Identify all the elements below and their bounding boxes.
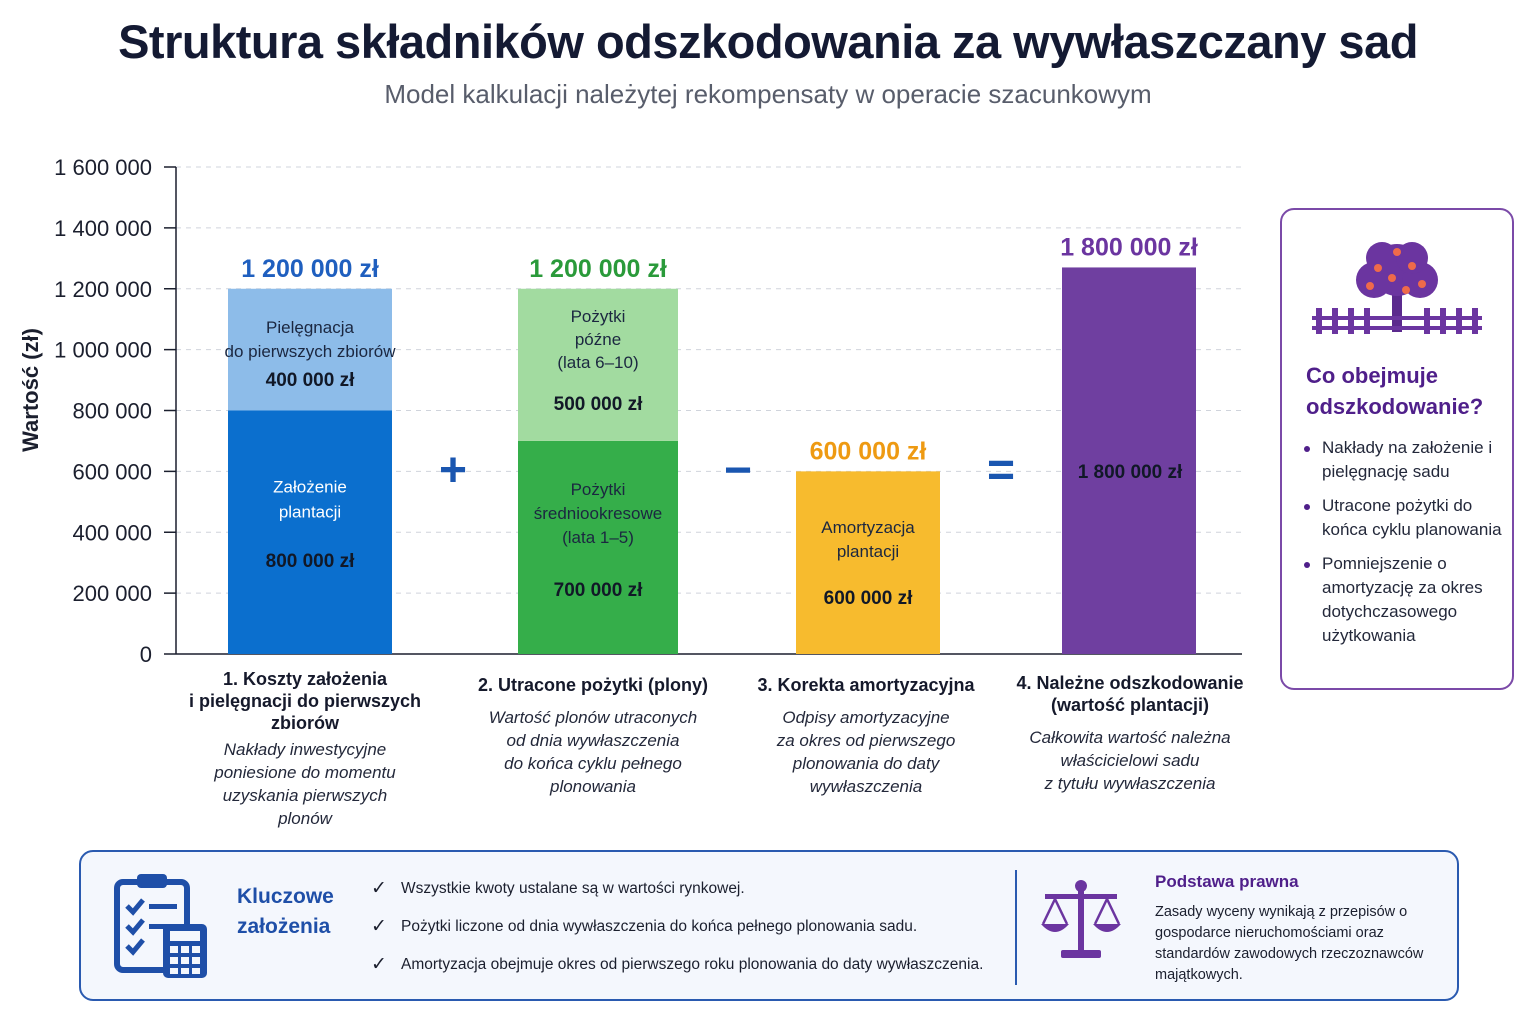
category-3-title: 3. Korekta amortyzacyjna <box>757 675 975 695</box>
operator-sign: + <box>438 444 468 497</box>
bar-segment <box>1062 267 1196 654</box>
assumptions-heading: Kluczowe założenia <box>237 885 334 938</box>
tree-fence-icon <box>1312 236 1482 336</box>
y-tick-label: 200 000 <box>72 581 152 607</box>
category-3 <box>746 674 986 798</box>
list-item <box>371 878 983 916</box>
segment-value: 700 000 zł <box>553 580 643 601</box>
segment-value: 400 000 zł <box>265 370 355 391</box>
y-tick-label: 0 <box>139 642 152 667</box>
clipboard-calculator-icon <box>113 870 213 980</box>
list-item: Utracone pożytki do końca cyklu planowania <box>1300 494 1510 542</box>
category-1-desc: Nakłady inwestycyjne poniesione do momentu uzyskania pierwszych plonów <box>214 740 396 828</box>
side-panel <box>1280 208 1514 690</box>
segment-value: 500 000 zł <box>553 394 643 415</box>
scales-icon <box>1041 878 1121 962</box>
side-panel-list <box>1300 436 1510 658</box>
check-icon: ✓ <box>371 916 387 937</box>
check-icon: ✓ <box>371 954 387 975</box>
category-2-title: 2. Utracone pożytki (plony) <box>477 675 709 695</box>
y-tick-label: 1 200 000 <box>54 276 152 302</box>
legal-heading: Podstawa prawna <box>1155 872 1299 891</box>
list-item: Nakłady na założenie i pielęgnację sadu <box>1300 436 1510 484</box>
y-tick-label: 1 000 000 <box>54 337 152 363</box>
y-axis-title: Wartość (zł) <box>18 328 43 452</box>
category-1 <box>180 668 430 830</box>
category-2-desc: Wartość plonów utraconych od dnia wywłaszczenia do końca cyklu pełnego plonowania <box>488 708 698 796</box>
category-2 <box>462 674 724 798</box>
y-tick-label: 600 000 <box>72 459 152 485</box>
bar-segment <box>228 411 392 655</box>
segment-value: 800 000 zł <box>265 551 355 572</box>
list-item <box>371 954 983 992</box>
legal-text: Zasady wyceny wynikają z przepisów o gospodarce nieruchomościami oraz standardów zawodowych rzeczoznawców majątkowych. <box>1155 904 1424 983</box>
bar-total-label: 1 800 000 zł <box>1060 233 1198 262</box>
segment-label: Amortyzacja plantacji <box>821 518 915 561</box>
chart-title: Struktura składników odszkodowania za wywłaszczany sad <box>118 15 1418 68</box>
category-4 <box>1002 672 1258 795</box>
operator-sign: − <box>723 444 753 497</box>
check-icon: ✓ <box>371 878 387 899</box>
chart-subtitle: Model kalkulacji należytej rekompensaty w operacie szacunkowym <box>384 79 1152 109</box>
segment-label: Pielęgnacja do pierwszych zbiorów <box>224 318 396 361</box>
bar-segment <box>518 441 678 654</box>
operator-sign: = <box>986 444 1016 497</box>
list-item: Pomniejszenie o amortyzację za okres dotychczasowego użytkowania <box>1300 552 1510 648</box>
segment-value: 1 800 000 zł <box>1077 462 1183 483</box>
category-4-desc: Całkowita wartość należna właścicielowi sadu z tytułu wywłaszczenia <box>1029 728 1231 793</box>
segment-label: Założenie plantacji <box>273 477 347 522</box>
assumption-text: Wszystkie kwoty ustalane są w wartości rynkowej. <box>401 880 745 897</box>
assumptions-panel <box>79 850 1459 1001</box>
list-item <box>371 916 983 954</box>
assumption-text: Amortyzacja obejmuje okres od pierwszego roku plonowania do daty wywłaszczenia. <box>401 956 984 973</box>
y-tick-label: 400 000 <box>72 520 152 546</box>
bar-total-label: 600 000 zł <box>809 437 927 466</box>
segment-label: Pożytki średniookresowe (lata 1–5) <box>533 480 663 547</box>
bar-segment <box>796 471 940 654</box>
bar-total-label: 1 200 000 zł <box>241 254 379 283</box>
assumption-text: Pożytki liczone od dnia wywłaszczenia do końca pełnego plonowania sadu. <box>401 918 918 935</box>
side-panel-heading: Co obejmuje odszkodowanie? <box>1306 363 1484 419</box>
segment-value: 600 000 zł <box>823 588 913 609</box>
assumptions-list <box>371 878 983 992</box>
segment-label: Pożytki późne (lata 6–10) <box>557 307 639 372</box>
category-1-title: 1. Koszty założenia i pielęgnacji do pierwszych zbiorów <box>188 669 422 733</box>
bar-total-label: 1 200 000 zł <box>529 254 667 283</box>
divider <box>1015 870 1017 985</box>
y-tick-label: 1 400 000 <box>54 215 152 241</box>
category-4-title: 4. Należne odszkodowanie (wartość plantacji) <box>1016 673 1244 715</box>
y-tick-label: 800 000 <box>72 398 152 424</box>
category-3-desc: Odpisy amortyzacyjne za okres od pierwszego plonowania do daty wywłaszczenia <box>776 708 956 796</box>
y-tick-label: 1 600 000 <box>54 155 152 180</box>
